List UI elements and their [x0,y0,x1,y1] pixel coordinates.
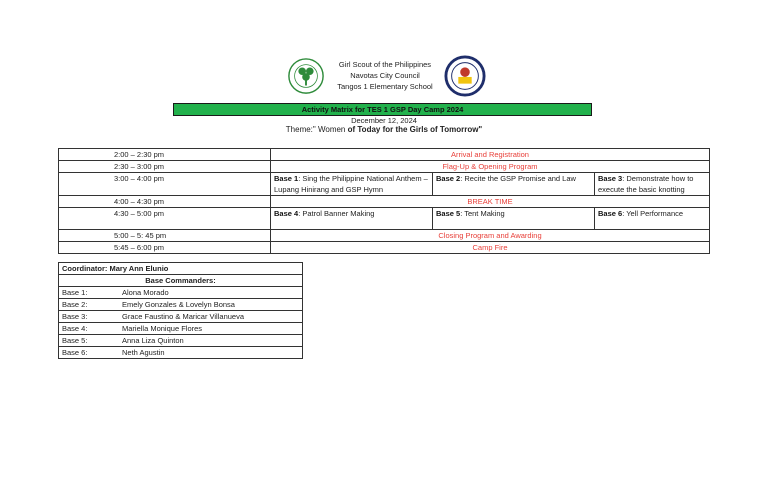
time-cell: 2:30 – 3:00 pm [59,161,271,173]
commander-row: Base 2: Emely Gonzales & Lovelyn Bonsa [59,299,303,311]
commander-row: Base 3: Grace Faustino & Maricar Villanueva [59,311,303,323]
base-cell: Base 1: Sing the Philippine National Anthem – Lupang Hinirang and GSP Hymn [271,173,433,196]
base-cell: Base 2: Recite the GSP Promise and Law [433,173,595,196]
schedule-row [59,161,710,173]
schedule-row [59,242,710,254]
commanders-table [58,262,303,359]
activity-cell: Closing Program and Awarding [271,230,710,242]
commander-row: Base 5: Anna Liza Quinton [59,335,303,347]
header-org: Girl Scout of the Philippines [338,60,432,69]
time-cell: 4:00 – 4:30 pm [59,196,271,208]
header-council: Navotas City Council [350,71,420,80]
schedule-row [59,173,710,196]
event-theme: Theme:" Women of Today for the Girls of Tomorrow" [285,125,483,134]
activity-cell: Camp Fire [271,242,710,254]
school-seal [444,55,486,97]
base-cell: Base 6: Yell Performance [595,208,710,230]
base-cell: Base 5: Tent Making [433,208,595,230]
activity-cell: BREAK TIME [271,196,710,208]
activity-cell: Flag-Up & Opening Program [271,161,710,173]
time-cell: 5:45 – 6:00 pm [59,242,271,254]
activity-matrix-title: Activity Matrix for TES 1 GSP Day Camp 2024 [173,103,592,116]
schedule-row [59,149,710,161]
coordinator-label: Coordinator: Mary Ann Elunio [59,263,303,275]
commander-row: Base 4: Mariella Monique Flores [59,323,303,335]
schedule-row [59,196,710,208]
time-cell: 3:00 – 4:00 pm [59,173,271,196]
time-cell: 5:00 – 5: 45 pm [59,230,271,242]
base-commanders-title: Base Commanders: [59,275,303,287]
event-date: December 12, 2024 [351,116,417,125]
commander-row: Base 1: Alona Morado [59,287,303,299]
time-cell: 2:00 – 2:30 pm [59,149,271,161]
schedule-row [59,208,710,230]
header-school: Tangos 1 Elementary School [337,82,433,91]
base-cell: Base 3: Demonstrate how to execute the basic knotting [595,173,710,196]
activity-cell: Arrival and Registration [271,149,710,161]
base-cell: Base 4: Patrol Banner Making [271,208,433,230]
schedule-table [58,148,710,254]
time-cell: 4:30 – 5:00 pm [59,208,271,230]
schedule-row [59,230,710,242]
commander-row: Base 6: Neth Agustin [59,347,303,359]
